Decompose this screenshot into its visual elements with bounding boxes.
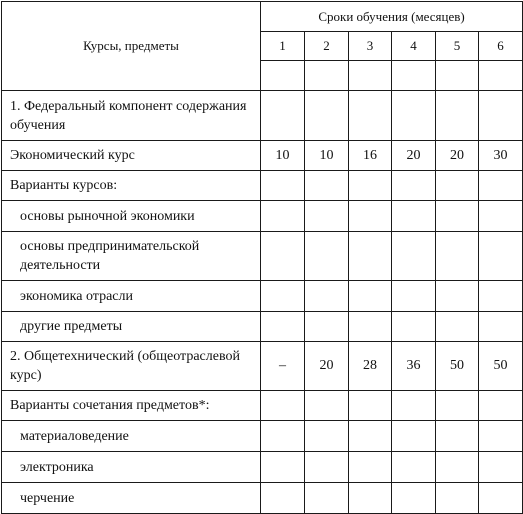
table-row	[2, 342, 523, 391]
value-cell	[392, 391, 436, 421]
value-cell: –	[261, 342, 305, 391]
value-cell	[392, 281, 436, 312]
row-label: 2. Общетехнический (общеотраслевой курс)	[2, 342, 261, 391]
value-cell	[392, 312, 436, 342]
table-row	[2, 171, 523, 201]
duration-header: Сроки обучения (месяцев)	[261, 2, 523, 32]
value-cell	[479, 201, 523, 232]
row-label: другие предметы	[2, 312, 261, 342]
value-cell: 20	[305, 342, 349, 391]
table-row	[2, 421, 523, 452]
value-cell	[479, 91, 523, 141]
value-cell	[436, 171, 479, 201]
value-cell	[261, 391, 305, 421]
value-cell	[349, 452, 392, 483]
row-label: основы предпринимательской деятельности	[2, 232, 261, 281]
value-cell	[261, 452, 305, 483]
row-label: Экономический курс	[2, 141, 261, 171]
value-cell	[305, 232, 349, 281]
value-cell	[261, 281, 305, 312]
value-cell	[305, 201, 349, 232]
table-row	[2, 391, 523, 421]
value-cell: 20	[392, 141, 436, 171]
value-cell	[436, 312, 479, 342]
blank-cell	[436, 61, 479, 91]
value-cell: 10	[305, 141, 349, 171]
value-cell	[392, 452, 436, 483]
value-cell	[305, 391, 349, 421]
table-row	[2, 201, 523, 232]
value-cell: 30	[479, 141, 523, 171]
value-cell	[479, 312, 523, 342]
value-cell	[349, 201, 392, 232]
value-cell	[436, 391, 479, 421]
table-row	[2, 232, 523, 281]
value-cell	[305, 281, 349, 312]
month-header: 2	[305, 32, 349, 61]
table-row	[2, 483, 523, 514]
value-cell	[305, 452, 349, 483]
value-cell	[392, 201, 436, 232]
value-cell	[261, 421, 305, 452]
value-cell	[349, 91, 392, 141]
row-label: черчение	[2, 483, 261, 514]
value-cell	[349, 312, 392, 342]
value-cell	[479, 232, 523, 281]
value-cell	[305, 421, 349, 452]
value-cell	[305, 483, 349, 514]
value-cell: 10	[261, 141, 305, 171]
value-cell	[261, 201, 305, 232]
row-label: экономика отрасли	[2, 281, 261, 312]
value-cell: 50	[479, 342, 523, 391]
value-cell	[479, 421, 523, 452]
table-row	[2, 141, 523, 171]
value-cell	[349, 391, 392, 421]
value-cell	[392, 483, 436, 514]
value-cell	[392, 232, 436, 281]
value-cell	[436, 483, 479, 514]
value-cell	[349, 483, 392, 514]
table-row	[2, 281, 523, 312]
table-row	[2, 312, 523, 342]
month-header: 1	[261, 32, 305, 61]
value-cell	[349, 281, 392, 312]
table-row	[2, 452, 523, 483]
blank-cell	[479, 61, 523, 91]
value-cell	[392, 171, 436, 201]
value-cell	[479, 171, 523, 201]
value-cell	[436, 452, 479, 483]
row-label: электроника	[2, 452, 261, 483]
value-cell	[392, 421, 436, 452]
value-cell	[305, 171, 349, 201]
value-cell	[261, 312, 305, 342]
header-row-top	[2, 2, 523, 32]
row-label: материаловедение	[2, 421, 261, 452]
value-cell	[436, 201, 479, 232]
value-cell	[261, 171, 305, 201]
blank-cell	[349, 61, 392, 91]
value-cell	[479, 391, 523, 421]
blank-cell	[261, 61, 305, 91]
value-cell	[479, 281, 523, 312]
month-header: 3	[349, 32, 392, 61]
value-cell	[349, 232, 392, 281]
row-label: Варианты сочетания предметов*:	[2, 391, 261, 421]
value-cell	[261, 483, 305, 514]
month-header: 5	[436, 32, 479, 61]
value-cell: 16	[349, 141, 392, 171]
value-cell: 50	[436, 342, 479, 391]
row-label: 1. Федеральный компонент содержания обучения	[2, 91, 261, 141]
value-cell	[436, 281, 479, 312]
value-cell	[349, 421, 392, 452]
value-cell	[305, 312, 349, 342]
row-label: основы рыночной экономики	[2, 201, 261, 232]
value-cell: 20	[436, 141, 479, 171]
courses-header: Курсы, предметы	[2, 2, 261, 91]
value-cell: 28	[349, 342, 392, 391]
value-cell	[349, 171, 392, 201]
month-header: 4	[392, 32, 436, 61]
value-cell	[479, 452, 523, 483]
month-header: 6	[479, 32, 523, 61]
value-cell	[261, 91, 305, 141]
table-row	[2, 91, 523, 141]
value-cell: 36	[392, 342, 436, 391]
blank-cell	[392, 61, 436, 91]
blank-cell	[305, 61, 349, 91]
value-cell	[436, 232, 479, 281]
value-cell	[436, 421, 479, 452]
value-cell	[261, 232, 305, 281]
value-cell	[479, 483, 523, 514]
curriculum-table	[1, 1, 523, 514]
value-cell	[305, 91, 349, 141]
row-label: Варианты курсов:	[2, 171, 261, 201]
value-cell	[436, 91, 479, 141]
value-cell	[392, 91, 436, 141]
